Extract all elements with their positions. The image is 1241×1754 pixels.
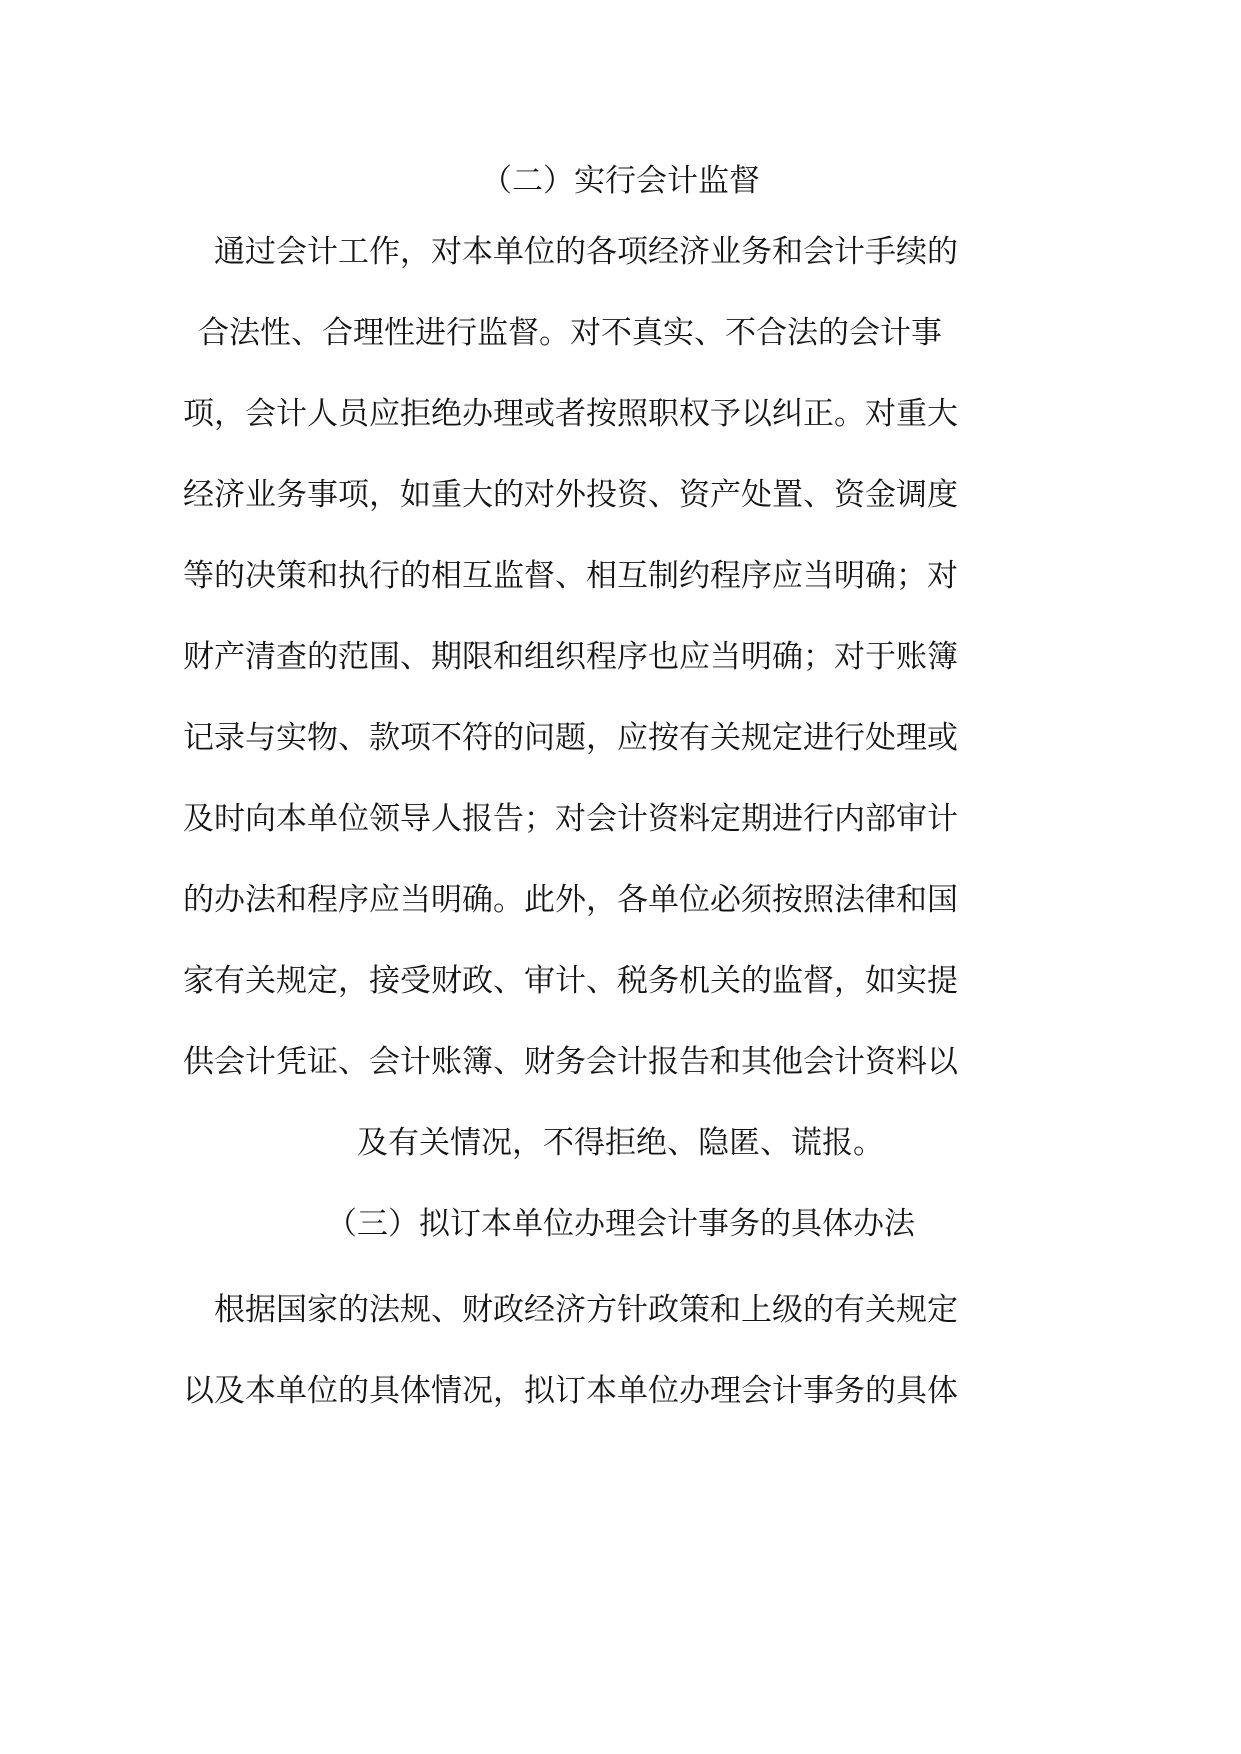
paragraph-line: 通过会计工作，对本单位的各项经济业务和会计手续的 (214, 234, 958, 270)
paragraph-line: 家有关规定，接受财政、审计、税务机关的监督，如实提 (183, 963, 958, 999)
paragraph-line: 记录与实物、款项不符的问题，应按有关规定进行处理或 (183, 720, 958, 756)
paragraph-line: 经济业务事项，如重大的对外投资、资产处置、资金调度 (183, 477, 958, 513)
paragraph-line: 的办法和程序应当明确。此外，各单位必须按照法律和国 (183, 882, 958, 918)
paragraph-line: 合法性、合理性进行监督。对不真实、不合法的会计事 (198, 315, 942, 351)
section-heading-procedures: （三）拟订本单位办理会计事务的具体办法 (326, 1206, 915, 1242)
paragraph-line: 及时向本单位领导人报告；对会计资料定期进行内部审计 (183, 801, 958, 837)
paragraph-line: 供会计凭证、会计账簿、财务会计报告和其他会计资料以 (183, 1044, 958, 1080)
paragraph-line-last: 及有关情况，不得拒绝、隐匿、谎报。 (357, 1125, 884, 1161)
section-heading-supervision: （二）实行会计监督 (481, 163, 760, 199)
paragraph-line: 根据国家的法规、财政经济方针政策和上级的有关规定 (214, 1292, 958, 1328)
paragraph-line: 财产清查的范围、期限和组织程序也应当明确；对于账簿 (183, 639, 958, 675)
paragraph-line: 等的决策和执行的相互监督、相互制约程序应当明确；对 (183, 558, 958, 594)
paragraph-line: 项，会计人员应拒绝办理或者按照职权予以纠正。对重大 (183, 396, 958, 432)
paragraph-line: 以及本单位的具体情况，拟订本单位办理会计事务的具体 (183, 1373, 958, 1409)
